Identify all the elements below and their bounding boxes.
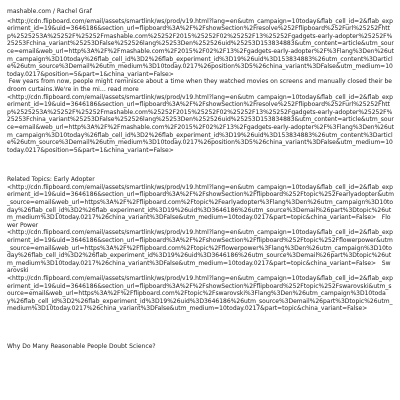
article-byline: mashable.com / Rachel Graf — [7, 8, 92, 15]
article-read-more-link[interactable]: <http://cdn.flipboard.com/email/assets/smartlink/ws/prod/v19.html?lang=en&utm_campaign=10today&flab_cell_id=2&flab_experiment_id=19&uid=3646186&section_url=flipboard%3A%2F%2FshowSection%2Fresolve%252Fflipboard%252Furl%25252Fhttp%2525253A%25252F%25252Fmashable.com%25252F2015%25252F02%25252F13%25252Fgadgets-early-adopter%25252F%25253Fchina_variant%25253DFalse%252526lang%25253Den%252526uid%25253D153834883&utm_content=article&utm_source=email&web_url=http%3A%2F%2Fmashable.com%2F2015%2F02%2F13%2Fgadgets-early-adopter%2F%3Flang%3Den%26utm_campaign%3D10today%26flab_cell_id%3D2%26flab_experiment_id%3D19%26uid%3D153834883%26utm_content%3Darticle%26utm_source%3Demail%26utm_medium%3D10today.0217%26position%3D5%26china_variant%3DFalse&utm_medium=10today.0217&position=5&part=1&china_variant=False> — [7, 93, 394, 154]
spacer — [7, 313, 394, 343]
article-summary: Few years from now, people might reminisce about a time when they watched movies on screens and manually closed their bedroom curtains.We're in the mi… read more — [7, 78, 392, 93]
related-topic-links[interactable]: <http://cdn.flipboard.com/email/assets/smartlink/ws/prod/v19.html?lang=en&utm_campaign=10today&flab_cell_id=2&flab_experiment_id=19&uid=3646186&section_url=flipboard%3A%2F%2FshowSection%2Fflipboard%252Ftopic%252Fearlyadopter&utm_source=email&web_url=https%3A%2F%2Fflipboard.com%2Ftopic%2Fearlyadopter%3Flang%3Den%26utm_campaign%3D10today%26flab_cell_id%3D2%26flab_experiment_id%3D19%26uid%3D3646186%26utm_source%3Demail%26part%3Dtopic%26utm_medium%3D10today.0217%26china_variant%3DFalse&utm_medium=10today.0217&part=topic&china_variant=False> Flower Power <http://cdn.flipboard.com/email/assets/smartlink/ws/prod/v19.html?lang=en&utm_campaign=10today&flab_cell_id=2&flab_experiment_id=19&uid=3646186&section_url=flipboard%3A%2F%2FshowSection%2Fflipboard%252Ftopic%252Fflowerpower&utm_source=email&web_url=https%3A%2F%2Fflipboard.com%2Ftopic%2Fflowerpower%3Flang%3Den%26utm_campaign%3D10today%26flab_cell_id%3D2%26flab_experiment_id%3D19%26uid%3D3646186%26utm_source%3Demail%26part%3Dtopic%26utm_medium%3D10today.0217%26china_variant%3DFalse&utm_medium=10today.0217&part=topic&china_variant=False> Swarovski <http://cdn.flipboard.com/email/assets/smartlink/ws/prod/v19.html?lang=en&utm_campaign=10today&flab_cell_id=2&flab_experiment_id=19&uid=3646186&section_url=flipboard%3A%2F%2FshowSection%2Fflipboard%252Ftopic%252Fswarovski&utm_source=email&web_url=https%3A%2F%2Fflipboard.com%2Ftopic%2Fswarovski%3Flang%3Den%26utm_campaign%3D10today%26flab_cell_id%3D2%26flab_experiment_id%3D19%26uid%3D3646186%26utm_source%3Demail%26part%3Dtopic%26utm_medium%3D10today.0217%26china_variant%3DFalse&utm_medium=10today.0217&part=topic&china_variant=False> — [7, 183, 394, 313]
next-article-title[interactable]: Why Do Many Reasonable People Doubt Science? — [7, 342, 156, 350]
spacer — [7, 154, 394, 176]
related-topics-heading: Related Topics: Early Adopter — [7, 176, 95, 184]
article-tracking-link[interactable]: <http://cdn.flipboard.com/email/assets/smartlink/ws/prod/v19.html?lang=en&utm_campaign=10today&flab_cell_id=2&flab_experiment_id=19&uid=3646186&section_url=flipboard%3A%2F%2FshowSection%2Fresolve%252Fflipboard%252Furl%25252Fhttp%2525253A%25252F%25252Fmashable.com%25252F2015%25252F02%25252F13%25252Fgadgets-early-adopter%25252F%25253Fchina_variant%25253DFalse%252526lang%25253Den%252526uid%25253D153834883&utm_content=article&utm_source=email&web_url=http%3A%2F%2Fmashable.com%2F2015%2F02%2F13%2Fgadgets-early-adopter%2F%3Flang%3Den%26utm_campaign%3D10today%26flab_cell_id%3D2%26flab_experiment_id%3D19%26uid%3D153834883%26utm_content%3Darticle%26utm_source%3Demail%26utm_medium%3D10today.0217%26position%3D5%26china_variant%3DFalse&utm_medium=10today.0217&position=5&part=1&china_variant=False> — [7, 17, 394, 78]
